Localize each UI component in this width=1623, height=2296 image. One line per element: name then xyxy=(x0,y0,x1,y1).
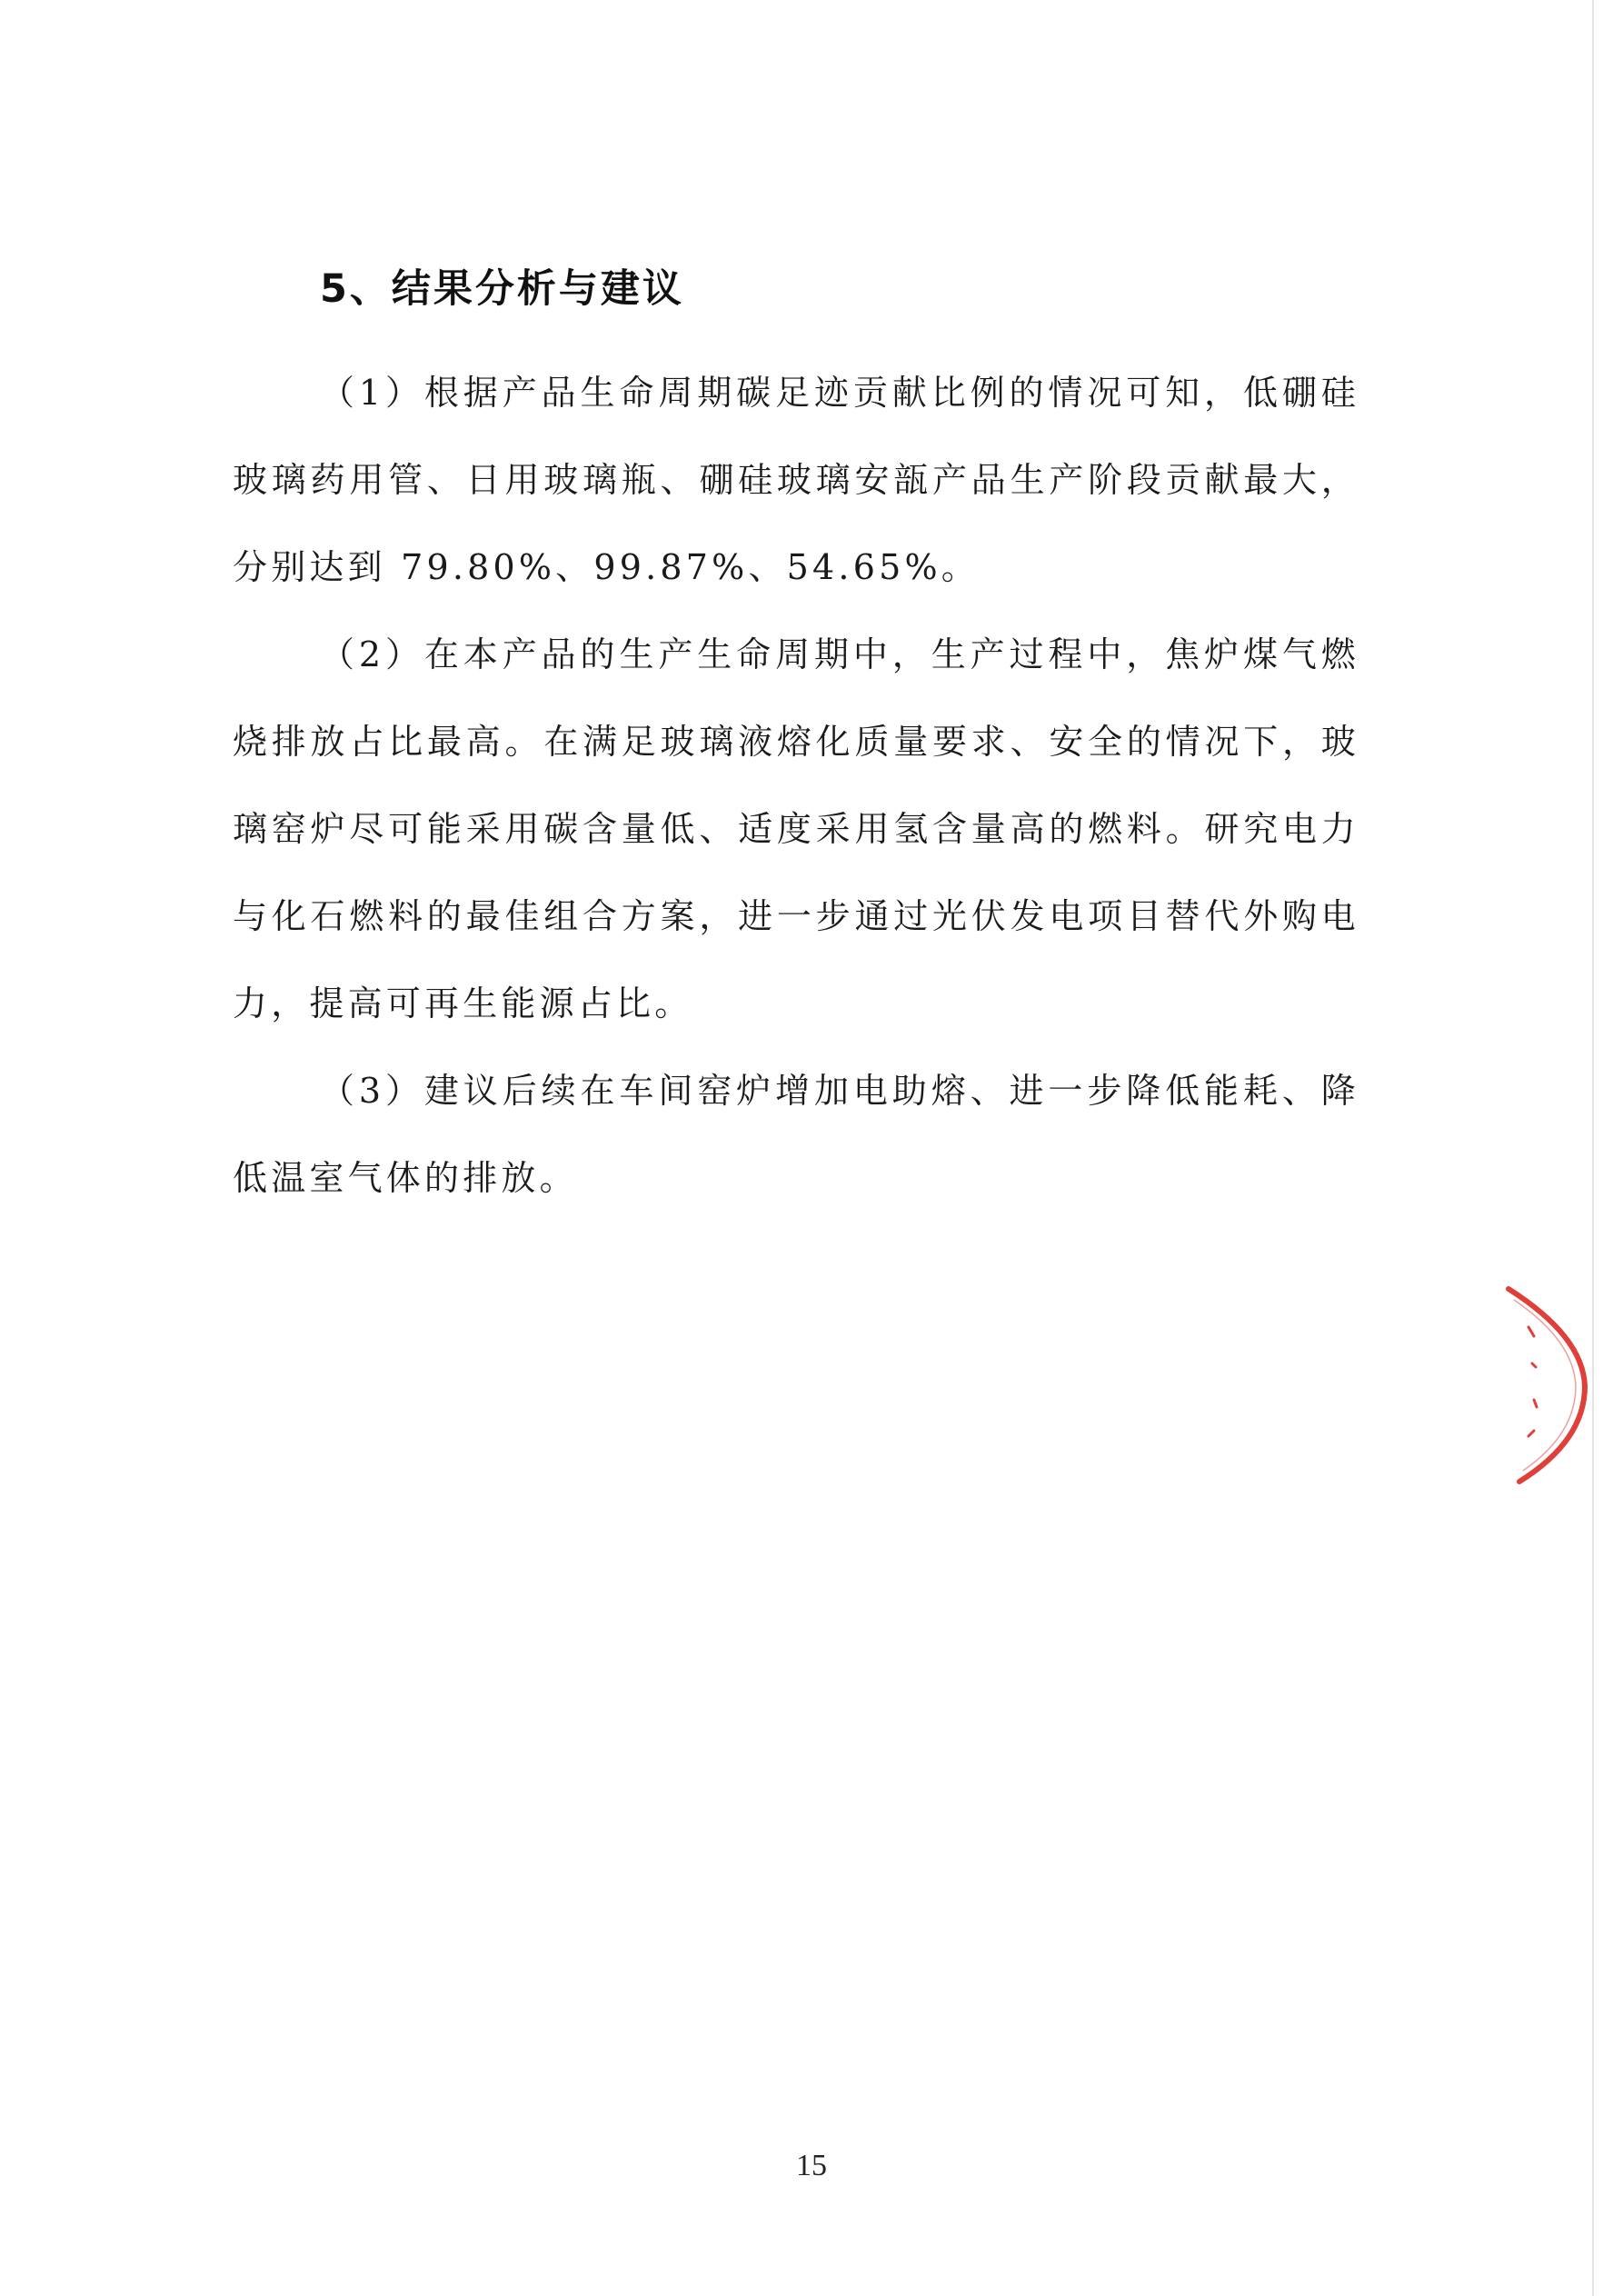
page-edge-line xyxy=(1592,0,1594,2296)
paragraph-1: （1）根据产品生命周期碳足迹贡献比例的情况可知，低硼硅玻璃药用管、日用玻璃瓶、硼硅玻璃安瓿产品生产阶段贡献最大，分别达到 79.80%、99.87%、54.65%。 xyxy=(233,373,1359,587)
document-body xyxy=(233,245,1359,1222)
section-heading: 5、结果分析与建议 xyxy=(320,266,684,312)
paragraph-2: （2）在本产品的生产生命周期中，生产过程中，焦炉煤气燃烧排放占比最高。在满足玻璃液熔化质量要求、安全的情况下，玻璃窑炉尽可能采用碳含量低、适度采用氢含量高的燃料。研究电力与化石燃料的最佳组合方案，进一步通过光伏发电项目替代外购电力，提高可再生能源占比。 xyxy=(233,634,1359,1023)
red-seal-stamp-fragment xyxy=(1501,1273,1592,1491)
page-number: 15 xyxy=(796,2149,827,2182)
paragraph-3: （3）建议后续在车间窑炉增加电助熔、进一步降低能耗、降低温室气体的排放。 xyxy=(233,1071,1359,1198)
